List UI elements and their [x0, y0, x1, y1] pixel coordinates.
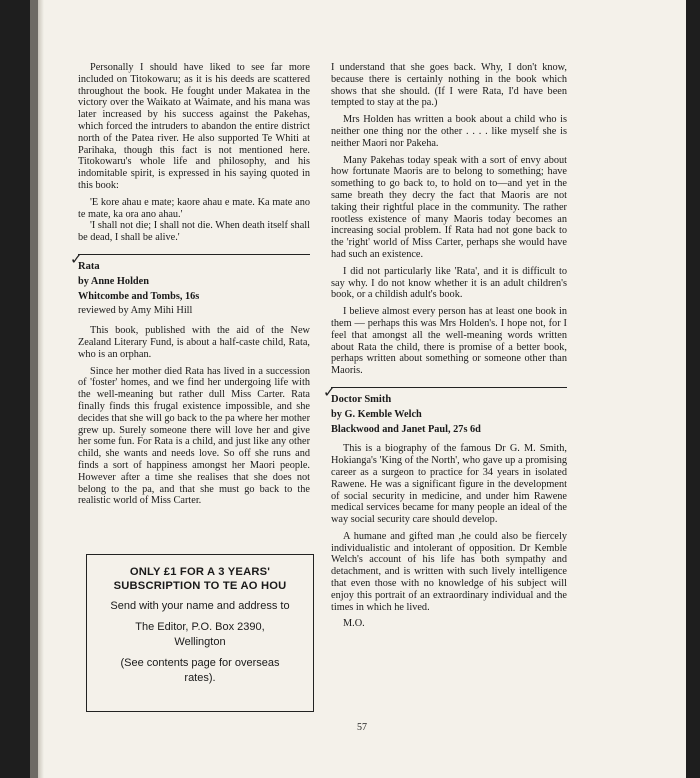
magazine-page	[38, 0, 686, 778]
advert-line: Send with your name and address to	[110, 600, 290, 612]
review-title-doctor-smith	[323, 384, 567, 406]
advert-note: (See contents page for overseas	[120, 657, 280, 669]
maori-quote: 'E kore ahau e mate; kaore ahau e mate. Ka mate ano te mate, ka ora ano ahau.'	[78, 196, 310, 220]
review-paragraph: Since her mother died Rata has lived in a succession of 'foster' homes, and we find her undergoing life with the well-meaning but rather dull Miss Carter. Rata finally finds this frugal existence impossible, and she decides that she will go back to the pa where her mother grew up. Surely someone there will love her and give her some fun. For Rata is a child, and just like any other child, she wants and needs love. So off she runs and finds a sort of happiness amongst her Maori people. However after a time she realises that she does not belong to the pa, and that she must go back to the realistic world of Miss Carter.	[78, 365, 310, 507]
page-number: 57	[357, 722, 367, 733]
review-paragraph: I did not particularly like 'Rata', and it is difficult to say why. I do not know whether it is an adult children's book, or a childish adult's book.	[331, 265, 567, 301]
advert-headline	[95, 565, 305, 593]
review-paragraph: Mrs Holden has written a book about a child who is neither one thing nor the other . . . . like myself she is neither Maori nor Pakeha.	[331, 114, 567, 149]
intro-paragraph: Personally I should have liked to see far more included on Titokowaru; as it is his deeds are scattered throughout the book. He fought under Makatea in the victory over the Waikato at Waimate, and his mana was later increased by his success against the Pakehas, which forced the intruders to abandon the entire district north of the Patea river. He also supported Te Whiti at Parihaka, though this fact is not mentioned here. Titokowaru's whole life and philosophy, and his indomitable spirit, is expressed in his saying quoted in this book:	[78, 62, 310, 191]
advert-headline-line-2: SUBSCRIPTION TO TE AO HOU	[113, 580, 287, 592]
check-mark-icon: ✓	[323, 384, 336, 401]
left-column	[70, 62, 310, 512]
binding-spine	[30, 0, 38, 778]
review-paragraph: This book, published with the aid of the New Zealand Literary Fund, is about a half-caste child, Rata, who is an orphan.	[78, 325, 310, 360]
review-author: by Anne Holden	[78, 275, 149, 287]
advert-note-end: rates).	[184, 672, 216, 684]
reviewer-initials: M.O.	[343, 618, 365, 630]
advert-address: The Editor, P.O. Box 2390,	[135, 621, 265, 633]
review-title-text: Doctor Smith	[331, 393, 392, 405]
advert-headline-line-1: ONLY £1 FOR A 3 YEARS'	[129, 566, 271, 578]
review-paragraph: This is a biography of the famous Dr G. M. Smith, Hokianga's 'King of the North', who gave up a promising career as a surgeon to practice for 34 years in isolated Rawene. He was a significant figure in the development of social security in medicine, and under him Rawene medical services became for many people an ideal of the way social security care should develop.	[331, 443, 567, 526]
review-paragraph: I believe almost every person has at least one book in them — perhaps this was Mrs Holden's. I hope not, for I feel that amongst all the well-meaning words written about Rata the child, there is promise of a better book, perhaps written about something or someone other than Maoris.	[331, 306, 567, 377]
section-divider	[78, 254, 310, 255]
subscription-advert	[86, 554, 314, 712]
english-quote: 'I shall not die; I shall not die. When death itself shall be dead, I shall be alive.'	[78, 220, 310, 244]
check-mark-icon: ✓	[70, 251, 83, 268]
advert-city: Wellington	[174, 636, 226, 648]
review-publisher: Blackwood and Janet Paul, 27s 6d	[331, 423, 481, 435]
reviewer-credit: reviewed by Amy Mihi Hill	[78, 305, 193, 317]
review-paragraph: I understand that she goes back. Why, I don't know, because there is certainly nothing in the book which shows that she should. (If I were Rata, I'd have been tempted to stay at the pa.)	[331, 62, 567, 109]
review-title-rata	[70, 251, 310, 273]
right-column	[323, 62, 567, 635]
review-paragraph: Many Pakehas today speak with a sort of envy about how fortunate Maoris are to belong to something; have something to go back to, to hold on to—and yet in the same breath they decry the fact that Maoris are not taking their rightful place in the community. The rather rootless existence of many Maoris today becomes an increasing social problem. If Rata had not gone back to the 'right' world of Miss Carter, perhaps she would have had such an existence.	[331, 154, 567, 260]
review-paragraph: A humane and gifted man ,he could also be fiercely individualistic and intolerant of opposition. Dr Kemble Welch's account of his life has both sympathy and detachment, and is written with such lively intelligence that even those with no knowledge of his subject will enjoy this portrait of an extraordinary individual and the times in which he lived.	[331, 530, 567, 613]
review-publisher: Whitcombe and Tombs, 16s	[78, 290, 200, 302]
review-title-text: Rata	[78, 260, 100, 272]
section-divider	[331, 387, 567, 388]
review-author: by G. Kemble Welch	[331, 408, 422, 420]
